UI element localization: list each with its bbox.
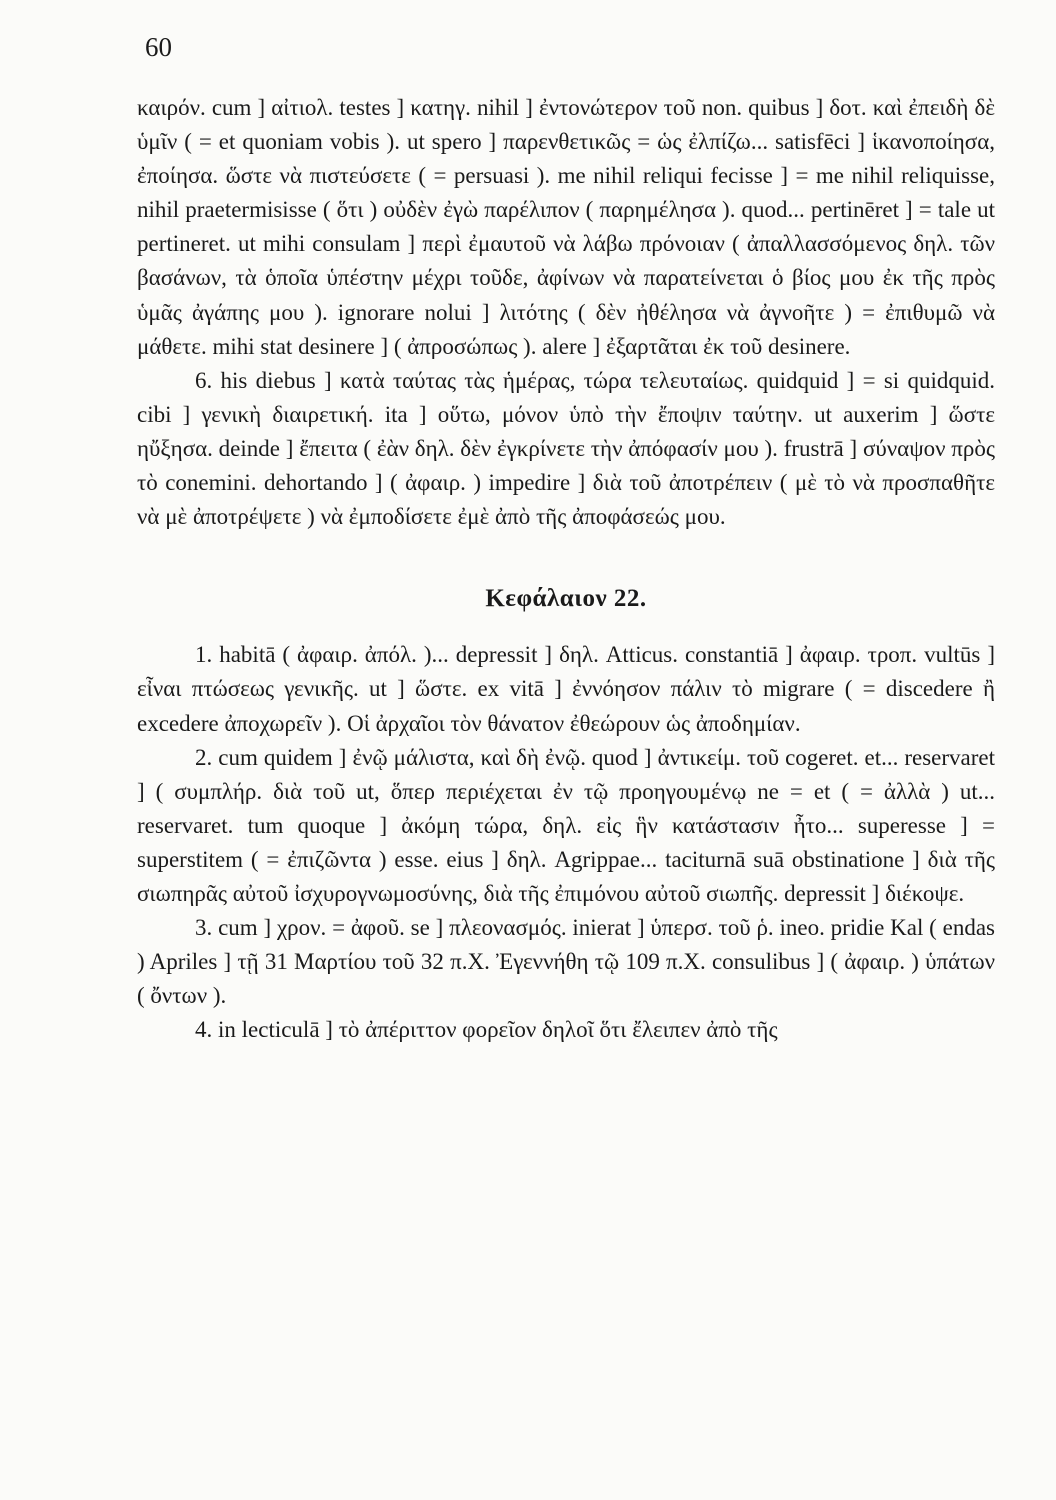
page-number: 60 <box>145 32 172 62</box>
paragraph-note-4: 4. in lecticulā ] τὸ ἀπέριττον φορεῖον δηλοῖ ὅτι ἔλειπεν ἀπὸ τῆς <box>195 1017 778 1043</box>
text-body <box>137 91 995 1047</box>
paragraph-note-6: 6. his diebus ] κατὰ ταύτας τὰς ἡμέρας, τώρα τελευταίως. quidquid ] = si quidquid. cibi ] γενικὴ διαιρετική. ita ] οὕτω, μόνον ὑπὸ τὴν ἔποψιν ταύτην. ut auxerim ] ὥστε ηὔξησα. deinde ] ἔπειτα ( ἐὰν δηλ. δὲν ἐγκρίνετε τὴν ἀπόφασίν μου ). frustrā ] σύναψον πρὸς τὸ conemini. dehortando ] ( ἀφαιρ. ) impedire ] διὰ τοῦ ἀποτρέπειν ( μὲ τὸ νὰ προσπαθῆτε νὰ μὲ ἀποτρέψετε ) νὰ ἐμποδίσετε ἐμὲ ἀπὸ τῆς ἀποφάσεώς μου. <box>137 367 995 530</box>
paragraph-note-2: 2. cum quidem ] ἐνῷ μάλιστα, καὶ δὴ ἐνῷ. quod ] ἀντικείμ. τοῦ cogeret. et... reservaret ] ( συμπλήρ. διὰ τοῦ ut, ὅπερ περιέχεται ἐν τῷ προηγουμένῳ ne = et ( = ἀλλὰ ) ut... reservaret. tum quoque ] ἀκόμη τώρα, δηλ. εἰς ἣν κατάστασιν ἦτο... superesse ] = superstitem ( = ἐπιζῶντα ) esse. eius ] δηλ. Agrippae... taciturnā suā obstinatione ] διὰ τῆς σιωπηρᾶς αὐτοῦ ἰσχυρογνωμοσύνης, διὰ τῆς ἐπιμόνου αὐτοῦ σιωπῆς. depressit ] διέκοψε. <box>137 744 995 906</box>
paragraph-note-3: 3. cum ] χρον. = ἀφοῦ. se ] πλεονασμός. inierat ] ὑπερσ. τοῦ ῥ. ineo. pridie Kal ( endas ) Apriles ] τῇ 31 Μαρτίου τοῦ 32 π.Χ. Ἐγεννήθη τῷ 109 π.Χ. consulibus ] ( ἀφαιρ. ) ὑπάτων ( ὄντων ). <box>137 915 995 1009</box>
paragraph-continued: καιρόν. cum ] αἰτιολ. testes ] κατηγ. nihil ] ἐντονώτερον τοῦ non. quibus ] δοτ. καὶ ἐπειδὴ δὲ ὑμῖν ( = et quoniam vobis ). ut spero ] παρενθετικῶς = ὡς ἐλπίζω... satisfēci ] ἱκανοποίησα, ἐποίησα. ὥστε νὰ πιστεύσετε ( = persuasi ). me nihil reliqui fecisse ] = me nihil reliquisse, nihil praetermisisse ( ὅτι ) οὐδὲν ἐγὼ παρέλιπον ( παρημέλησα ). quod... pertinēret ] = tale ut pertineret. ut mihi consulam ] περὶ ἐμαυτοῦ νὰ λάβω πρόνοιαν ( ἀπαλλασσόμενος δηλ. τῶν βασάνων, τὰ ὁποῖα ὑπέστην μέχρι τοῦδε, ἀφίνων νὰ παρατείνεται ὁ βίος μου ἐκ τῆς πρὸς ὑμᾶς ἀγάπης μου ). ignorare nolui ] λιτότης ( δὲν ἠθέλησα νὰ ἀγνοῆτε ) = ἐπιθυμῶ νὰ μάθετε. mihi stat desinere ] ( ἀπροσώπως ). alere ] ἐξαρτᾶται ἐκ τοῦ desinere. <box>137 95 995 359</box>
chapter-heading: Κεφάλαιον 22. <box>485 585 647 613</box>
paragraph-note-1: 1. habitā ( ἀφαιρ. ἀπόλ. )... depressit ] δηλ. Atticus. constantiā ] ἀφαιρ. τροπ. vultūs ] εἶναι πτώσεως γενικῆς. ut ] ὥστε. ex vitā ] ἐννόησον πάλιν τὸ migrare ( = discedere ἢ excedere ἀποχωρεῖν ). Οἱ ἀρχαῖοι τὸν θάνατον ἐθεώρουν ὡς ἀποδημίαν. <box>137 642 995 736</box>
